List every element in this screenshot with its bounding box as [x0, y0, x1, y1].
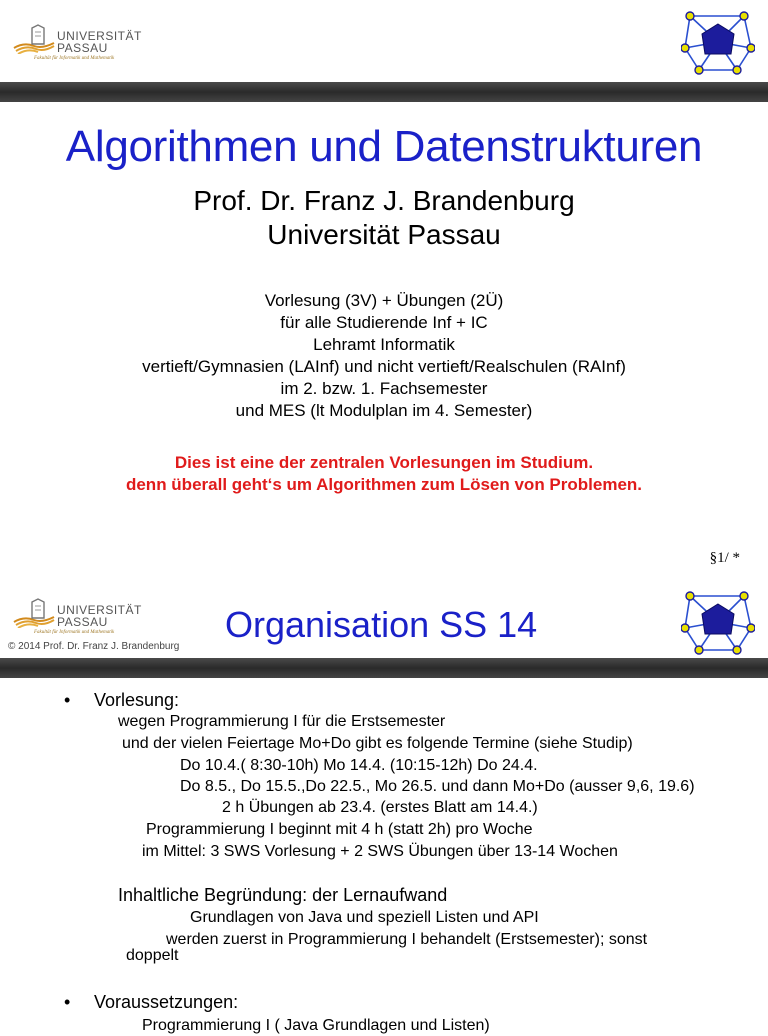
course-line: Vorlesung (3V) + Übungen (2Ü) — [264, 291, 504, 310]
bullet-icon: • — [64, 992, 71, 1012]
body-line: Grundlagen von Java und speziell Listen und API — [190, 909, 539, 926]
logo-word-2: PASSAU — [57, 41, 108, 55]
logo-word-1: UNIVERSITÄT — [57, 29, 142, 43]
professor-name: Prof. Dr. Franz J. Brandenburg — [193, 185, 575, 216]
body-line: und der vielen Feiertage Mo+Do gibt es folgende Termine (siehe Studip) — [122, 735, 633, 752]
logo-word-2: PASSAU — [57, 615, 108, 629]
copyright-note: © 2014 Prof. Dr. Franz J. Brandenburg — [8, 641, 180, 652]
body-line: Programmierung I beginnt mit 4 h (statt 2h) pro Woche — [146, 821, 533, 838]
university-logo — [12, 24, 142, 84]
bullet-heading: Voraussetzungen: — [94, 992, 239, 1012]
body-line: wegen Programmierung I für die Erstsemester — [118, 713, 446, 730]
highlight-line: denn überall geht‘s um Algorithmen zum Lösen von Problemen. — [125, 475, 643, 494]
course-line: und MES (lt Modulplan im 4. Semester) — [235, 401, 533, 420]
subheading: Inhaltliche Begründung: der Lernaufwand — [118, 885, 448, 905]
body-line: werden zuerst in Programmierung I behandelt (Erstsemester); sonst — [166, 931, 648, 948]
highlight-line: Dies ist eine der zentralen Vorlesungen im Studium. — [174, 453, 594, 472]
course-line: vertieft/Gymnasien (LAInf) und nicht vertieft/Realschulen (RAInf) — [142, 357, 626, 376]
body-line: Do 10.4.( 8:30-10h) Mo 14.4. (10:15-12h) Do 24.4. — [180, 757, 538, 774]
bullet-icon: • — [64, 690, 71, 710]
header-bar — [0, 658, 768, 678]
body-line: Do 8.5., Do 15.5.,Do 22.5., Mo 26.5. und dann Mo+Do (ausser 9,6, 19.6) — [180, 778, 695, 795]
course-line: für alle Studierende Inf + IC — [280, 313, 488, 332]
network-graph-icon — [681, 6, 755, 78]
passau-logo-icon — [12, 24, 56, 54]
passau-logo-icon — [12, 598, 56, 628]
university-name: Universität Passau — [267, 219, 501, 250]
course-line: Lehramt Informatik — [313, 335, 455, 354]
course-line: im 2. bzw. 1. Fachsemester — [280, 379, 488, 398]
network-graph-icon — [681, 586, 755, 658]
slide2-title: Organisation SS 14 — [225, 604, 538, 645]
body-line: im Mittel: 3 SWS Vorlesung + 2 SWS Übungen über 13-14 Wochen — [142, 843, 618, 860]
header-bar — [0, 82, 768, 102]
body-line: 2 h Übungen ab 23.4. (erstes Blatt am 14.4.) — [222, 799, 538, 816]
slide1-title: Algorithmen und Datenstrukturen — [65, 122, 703, 171]
page-mark: §1/ * — [709, 550, 740, 566]
logo-tagline: Fakultät für Informatik und Mathematik — [34, 630, 115, 635]
body-line: doppelt — [126, 947, 179, 964]
bullet-heading: Vorlesung: — [94, 690, 180, 710]
body-line: Programmierung I ( Java Grundlagen und Listen) — [142, 1017, 490, 1034]
logo-tagline: Fakultät für Informatik und Mathematik — [34, 56, 115, 61]
logo-word-1: UNIVERSITÄT — [57, 603, 142, 617]
